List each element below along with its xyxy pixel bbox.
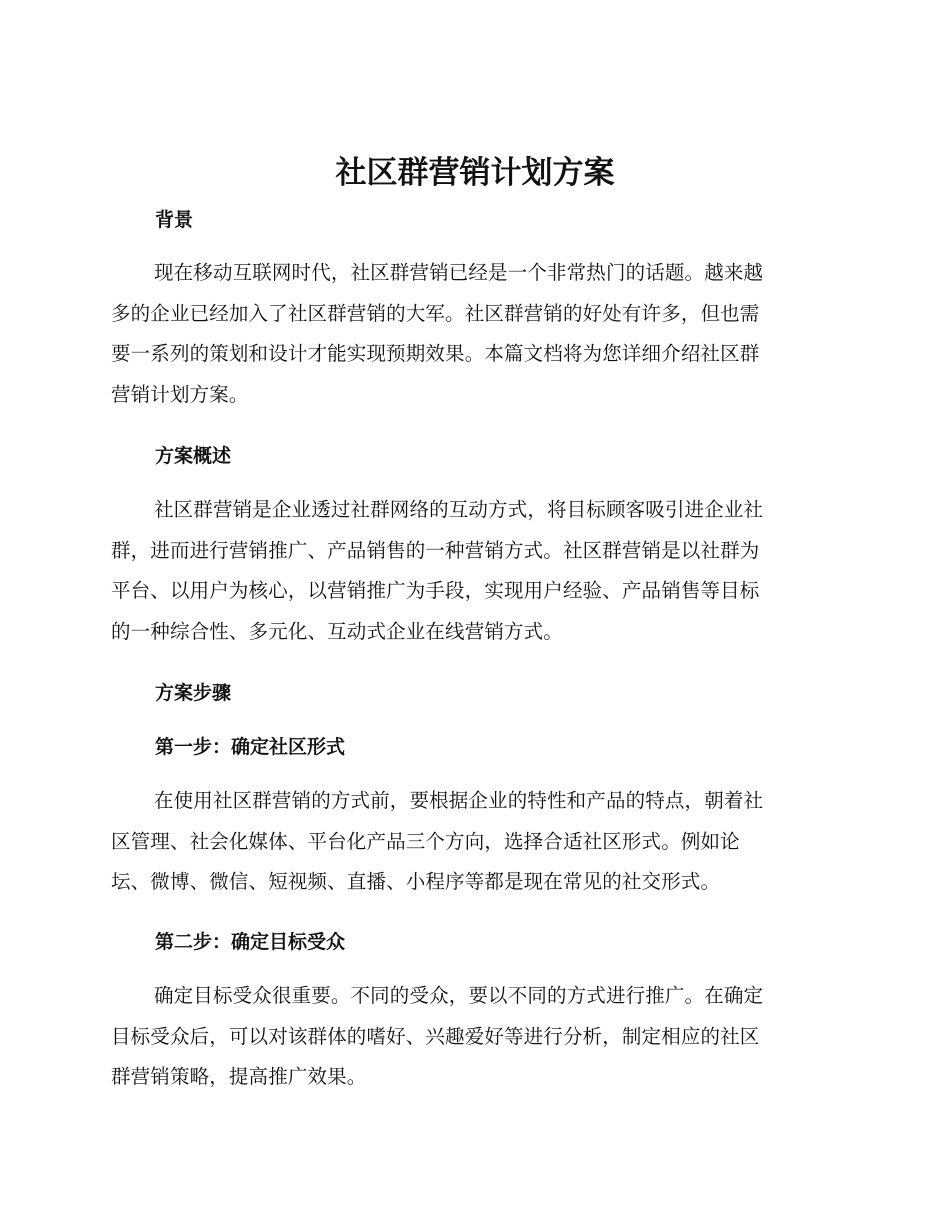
paragraph-line: 现在移动互联网时代，社区群营销已经是一个非常热门的话题。越来越 xyxy=(154,261,764,284)
paragraph-line: 在使用社区群营销的方式前，要根据企业的特性和产品的特点，朝着社 xyxy=(154,789,764,812)
section-heading-step-two: 第二步：确定目标受众 xyxy=(155,931,346,953)
paragraph-overview xyxy=(111,490,833,652)
paragraph-line: 的一种综合性、多元化、互动式企业在线营销方式。 xyxy=(111,619,563,643)
paragraph-line: 平台、以用户为核心，以营销推广为手段，实现用户经验、产品销售等目标 xyxy=(111,579,760,602)
paragraph-line: 区管理、社会化媒体、平台化产品三个方向，选择合适社区形式。例如论 xyxy=(111,829,740,853)
paragraph-line: 群，进而进行营销推广、产品销售的一种营销方式。社区群营销是以社群为 xyxy=(111,538,760,562)
paragraph-line: 坛、微博、微信、短视频、直播、小程序等都是现在常见的社交形式。 xyxy=(111,870,721,893)
paragraph-line: 多的企业已经加入了社区群营销的大军。社区群营销的好处有许多，但也需 xyxy=(111,301,760,325)
section-heading-background: 背景 xyxy=(155,209,194,231)
paragraph-line: 社区群营销是企业透过社群网络的互动方式，将目标顾客吸引进企业社 xyxy=(154,498,764,521)
paragraph-line: 群营销策略，提高推广效果。 xyxy=(111,1065,367,1088)
paragraph-step-two xyxy=(111,976,833,1098)
document-title: 社区群营销计划方案 xyxy=(335,155,615,191)
paragraph-line: 确定目标受众很重要。不同的受众，要以不同的方式进行推广。在确定 xyxy=(154,984,764,1007)
section-heading-step-one: 第一步：确定社区形式 xyxy=(155,736,346,758)
section-heading-steps: 方案步骤 xyxy=(155,682,232,704)
section-heading-overview: 方案概述 xyxy=(155,445,232,467)
paragraph-line: 要一系列的策划和设计才能实现预期效果。本篇文档将为您详细介绍社区群 xyxy=(111,342,760,365)
paragraph-line: 目标受众后，可以对该群体的嗜好、兴趣爱好等进行分析，制定相应的社区 xyxy=(111,1024,760,1048)
paragraph-background xyxy=(111,253,833,415)
paragraph-line: 营销计划方案。 xyxy=(111,382,249,406)
paragraph-step-one xyxy=(111,781,833,903)
